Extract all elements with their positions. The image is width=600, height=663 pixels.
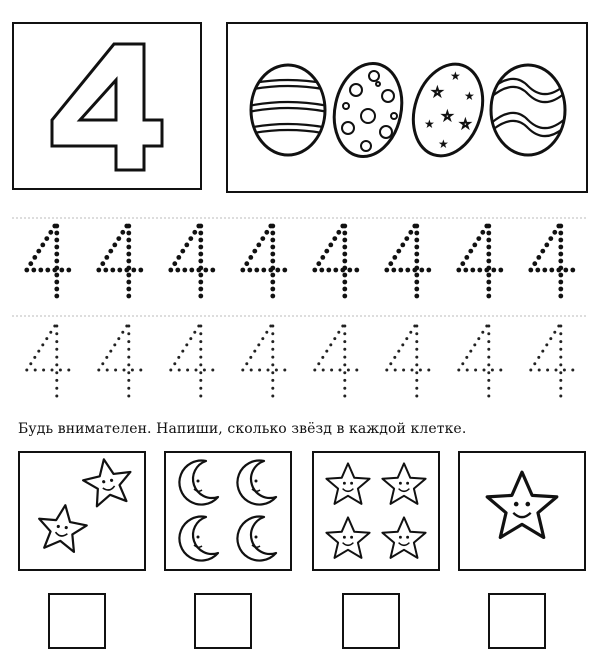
tracing-row-bold	[12, 212, 588, 308]
dotted-digit-four	[25, 325, 70, 398]
moon-icon	[179, 517, 218, 561]
star-icon	[487, 472, 557, 537]
wavy-egg-icon	[490, 65, 568, 155]
dotted-digit-four	[313, 325, 358, 398]
star-icon	[35, 502, 89, 553]
dotted-digit-four	[241, 325, 286, 398]
svg-text:☆: ☆	[442, 109, 453, 123]
picture-cell-4	[458, 451, 586, 571]
moon-icon	[237, 461, 276, 505]
digit-panel	[12, 22, 202, 190]
moon-icon	[179, 461, 218, 505]
dotted-digit-four	[24, 224, 71, 299]
dotted-digit-four	[456, 224, 503, 299]
answer-box-3[interactable]	[342, 593, 400, 649]
circles-egg-icon	[326, 57, 410, 163]
dotted-digit-four	[240, 224, 287, 299]
star-icon	[382, 517, 425, 558]
answer-box-1[interactable]	[48, 593, 106, 649]
dotted-digit-four	[457, 325, 502, 398]
dotted-digit-four	[168, 224, 215, 299]
star-icon	[382, 463, 425, 504]
eggs-illustration	[228, 24, 585, 190]
dotted-digit-four	[529, 325, 574, 398]
answer-box-4[interactable]	[488, 593, 546, 649]
picture-cell-1	[18, 451, 146, 571]
star-icon	[326, 517, 369, 558]
svg-text:★: ★	[424, 117, 435, 131]
dotted-digit-four	[312, 224, 359, 299]
picture-cell-3	[312, 451, 440, 571]
instruction-text: Будь внимателен. Напиши, сколько звёзд в каждой клетке.	[18, 421, 467, 437]
eggs-panel	[226, 22, 588, 193]
tracing-row-light	[12, 312, 588, 408]
svg-text:★: ★	[438, 137, 449, 151]
svg-text:★: ★	[450, 69, 461, 83]
dotted-digit-four	[97, 325, 142, 398]
star-icon	[326, 463, 369, 504]
svg-text:★: ★	[464, 89, 475, 103]
answer-box-2[interactable]	[194, 593, 252, 649]
svg-text:☆: ☆	[460, 117, 471, 131]
outline-digit-four	[14, 24, 199, 187]
dotted-digit-four	[385, 325, 430, 398]
svg-text:☆: ☆	[432, 85, 443, 99]
stars-egg-icon	[402, 55, 494, 165]
picture-cell-2	[164, 451, 292, 571]
striped-egg-icon	[248, 65, 328, 155]
dotted-digit-four	[169, 325, 214, 398]
dotted-digit-four	[528, 224, 575, 299]
moon-icon	[237, 517, 276, 561]
dotted-digit-four	[96, 224, 143, 299]
dotted-digit-four	[384, 224, 431, 299]
star-icon	[80, 455, 135, 508]
